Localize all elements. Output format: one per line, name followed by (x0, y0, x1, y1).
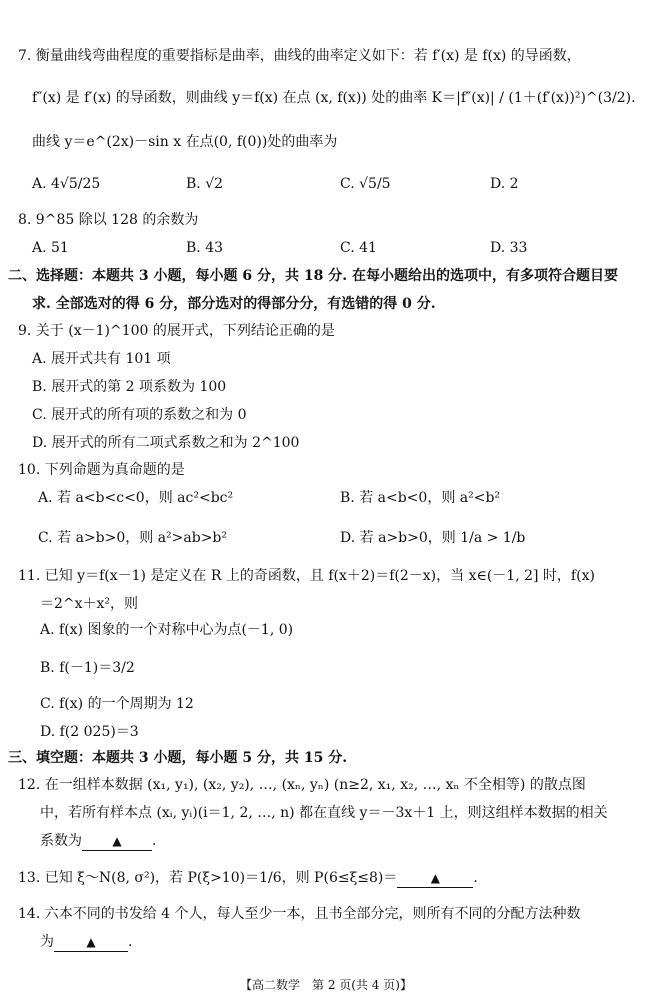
q14-answer-blank[interactable] (54, 934, 128, 952)
q8-option-b: B. 43 (186, 240, 224, 256)
q14-line1: 14. 六本不同的书发给 4 个人，每人至少一本，且书全部分完，则所有不同的分配方法种数 (18, 906, 581, 922)
q10-line1: 10. 下列命题为真命题的是 (18, 462, 185, 478)
q12-answer-blank[interactable] (82, 833, 152, 851)
q7-line1: 7. 衡量曲线弯曲程度的重要指标是曲率，曲线的曲率定义如下：若 f′(x) 是 f(x) 的导函数， (18, 48, 581, 64)
q9-option-b: B. 展开式的第 2 项系数为 100 (32, 379, 227, 395)
q10-option-b: B. 若 a<b<0，则 a²<b² (340, 490, 501, 506)
q11-line1: 11. 已知 y＝f(x－1) 是定义在 R 上的奇函数，且 f(x＋2)＝f(2－x)，当 x∈(－1, 2] 时，f(x) (18, 568, 595, 584)
q8-option-c: C. 41 (340, 240, 377, 256)
q12-line3-prefix: 系数为 (40, 833, 82, 849)
q14-line2-prefix: 为 (40, 934, 54, 950)
q7-option-b: B. √2 (186, 176, 224, 192)
q7-option-c: C. √5/5 (340, 176, 391, 192)
q9-option-c: C. 展开式的所有项的系数之和为 0 (32, 407, 247, 423)
q13-line1-suffix: . (473, 870, 478, 886)
q10-option-a: A. 若 a<b<c<0，则 ac²<bc² (38, 490, 234, 506)
q7-option-d: D. 2 (490, 176, 519, 192)
page-footer: 【高二数学 第 2 页(共 4 页)】 (240, 978, 412, 992)
q8-option-d: D. 33 (490, 240, 528, 256)
section2-heading-line2: 求. 全部选对的得 6 分，部分选对的得部分分，有选错的得 0 分. (32, 296, 436, 312)
triangle-icon: ▲ (112, 834, 122, 848)
q13-line1-text: 13. 已知 ξ～N(8, σ²)，若 P(ξ>10)＝1/6，则 P(6≤ξ≤8)＝ (18, 870, 398, 886)
section3-heading: 三、填空题：本题共 3 小题，每小题 5 分，共 15 分. (8, 750, 348, 766)
q11-option-b: B. f(－1)＝3/2 (40, 660, 135, 676)
q11-option-c: C. f(x) 的一个周期为 12 (40, 696, 194, 712)
q11-option-d: D. f(2 025)＝3 (40, 724, 139, 740)
q12-line3-suffix: . (152, 833, 157, 849)
q8-line1: 8. 9^85 除以 128 的余数为 (18, 212, 199, 228)
triangle-icon: ▲ (86, 935, 96, 949)
q8-option-a: A. 51 (32, 240, 69, 256)
q14-line2 (40, 934, 132, 952)
q7-line3: 曲线 y＝e^(2x)－sin x 在点(0, f(0))处的曲率为 (32, 134, 338, 150)
q12-line3 (40, 833, 156, 851)
q11-option-a: A. f(x) 图象的一个对称中心为点(－1, 0) (40, 622, 294, 638)
q11-line2: ＝2^x＋x²，则 (40, 596, 139, 612)
q9-option-a: A. 展开式共有 101 项 (32, 351, 171, 367)
q9-line1: 9. 关于 (x－1)^100 的展开式，下列结论正确的是 (18, 323, 335, 339)
q13-answer-blank[interactable] (397, 870, 473, 888)
q12-line1: 12. 在一组样本数据 (x₁, y₁), (x₂, y₂), …, (xₙ, yₙ) (n≥2, x₁, x₂, …, xₙ 不全相等) 的散点图 (18, 777, 586, 793)
q12-line2: 中，若所有样本点 (xᵢ, yᵢ)(i＝1, 2, …, n) 都在直线 y＝－3x＋1 上，则这组样本数据的相关 (40, 805, 608, 821)
section2-heading-line1: 二、选择题：本题共 3 小题，每小题 6 分，共 18 分. 在每小题给出的选项中，有多项符合题目要 (8, 268, 618, 284)
q13-line1 (18, 870, 478, 888)
q10-option-c: C. 若 a>b>0，则 a²>ab>b² (38, 530, 227, 546)
q7-option-a: A. 4√5/25 (32, 176, 101, 192)
q14-line2-suffix: . (128, 934, 133, 950)
q7-line2: f″(x) 是 f′(x) 的导函数，则曲线 y＝f(x) 在点 (x, f(x)) 处的曲率 K＝|f″(x)| / (1＋(f′(x))²)^(3/2). (32, 90, 636, 106)
q10-option-d: D. 若 a>b>0，则 1/a > 1/b (340, 530, 526, 546)
triangle-icon: ▲ (430, 871, 440, 885)
q9-option-d: D. 展开式的所有二项式系数之和为 2^100 (32, 435, 300, 451)
